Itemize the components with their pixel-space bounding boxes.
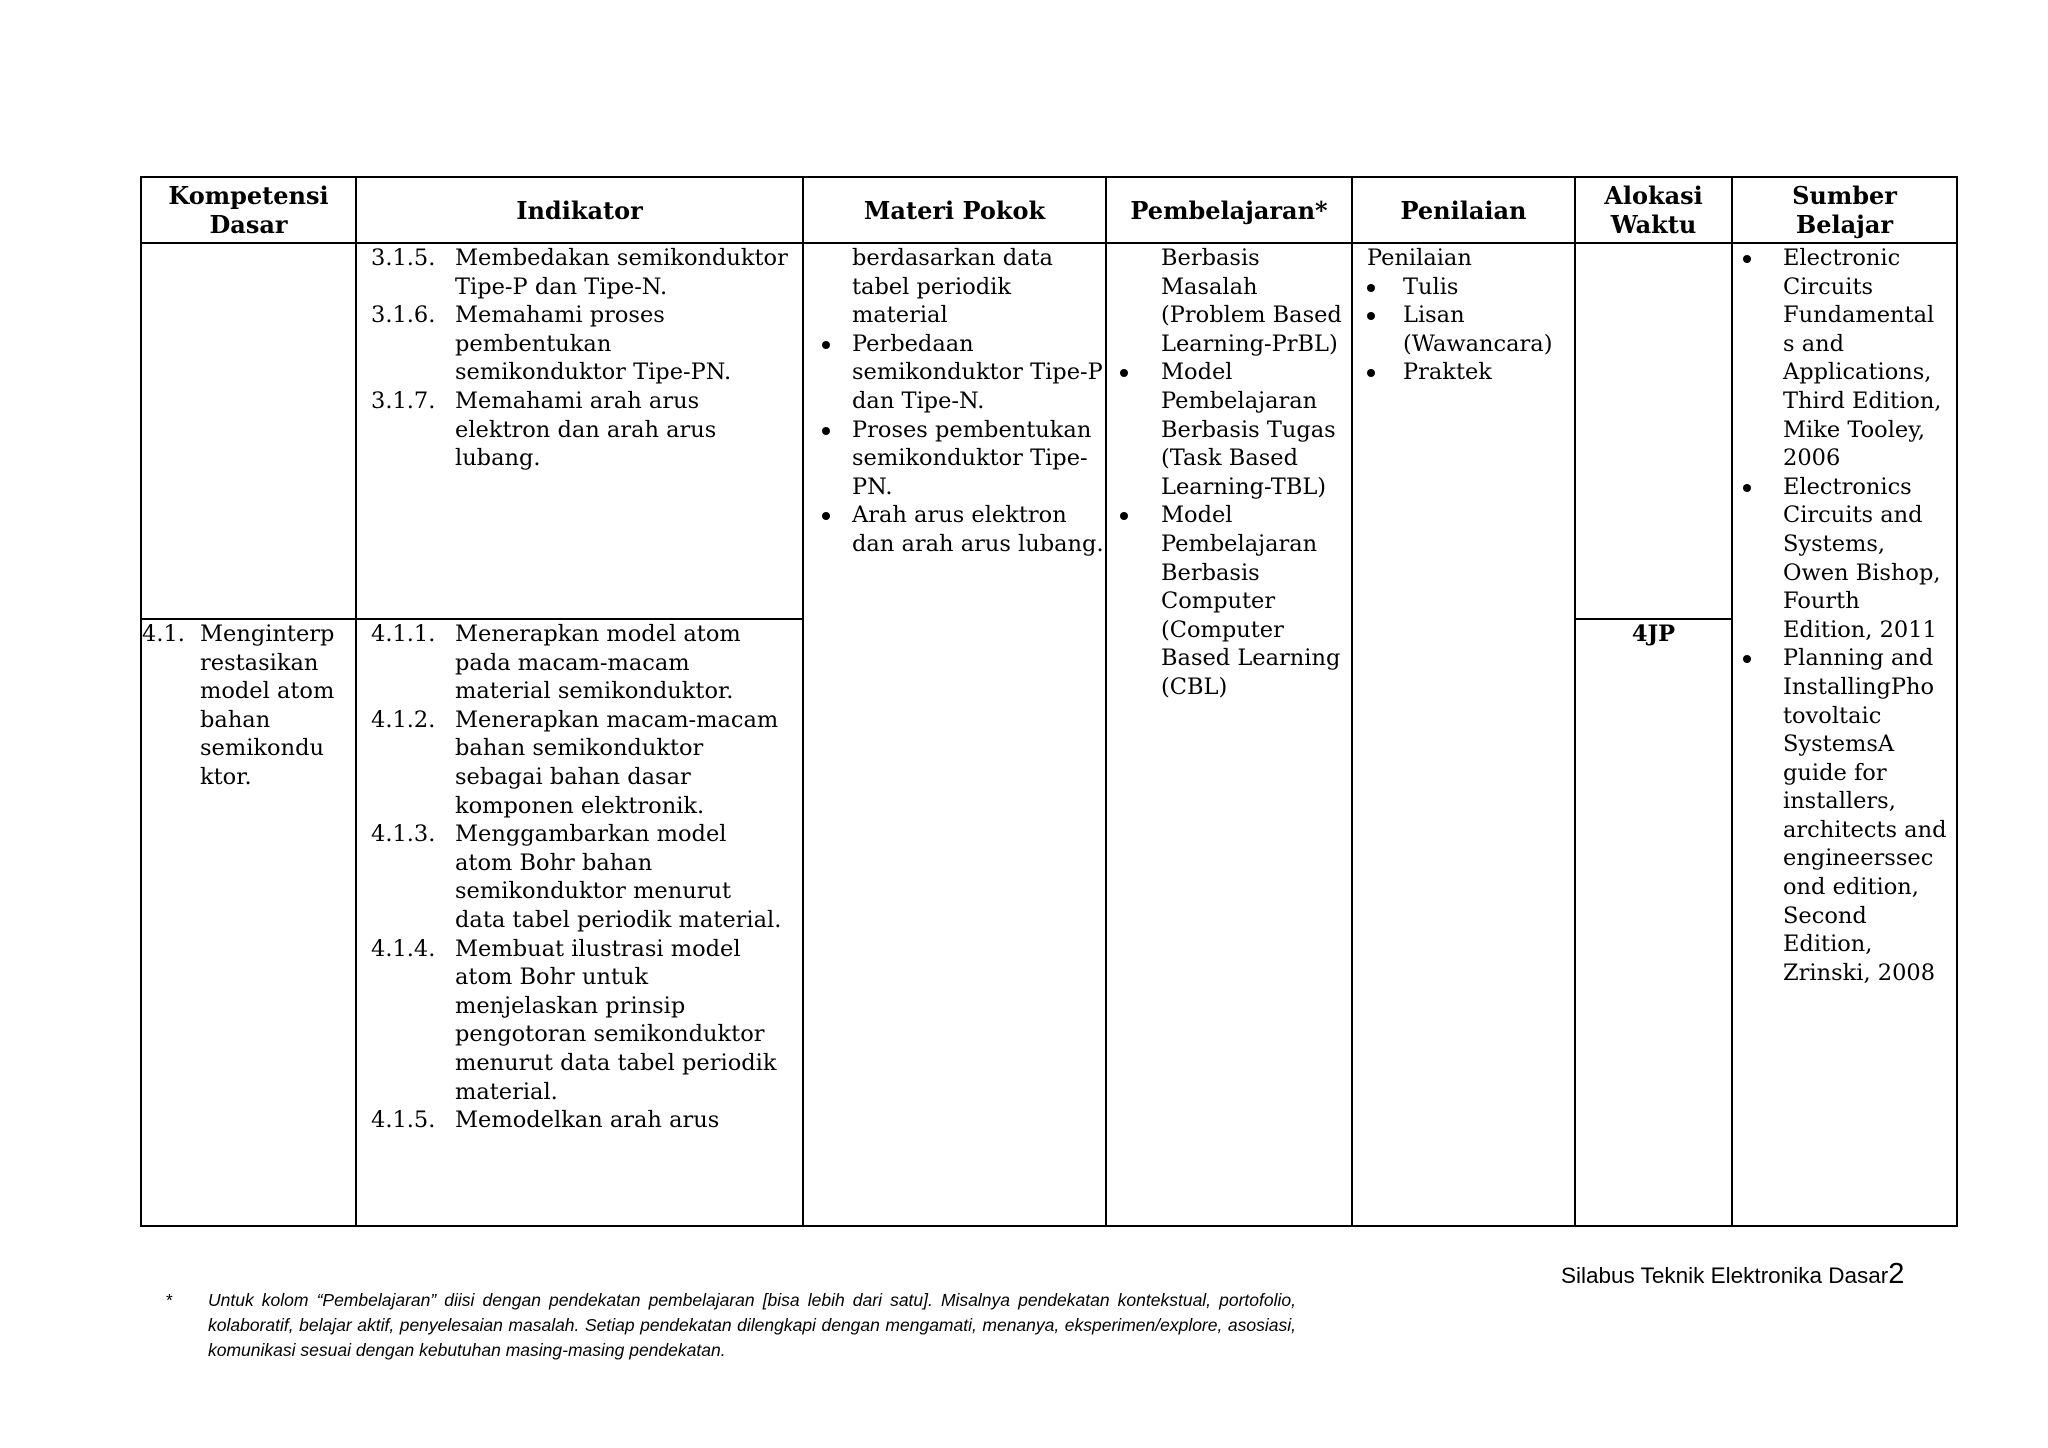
header-indikator: Indikator	[356, 177, 803, 243]
footnote-marker: *	[166, 1290, 173, 1310]
materi-item: Proses pembentukan semikonduktor Tipe-PN.	[804, 416, 1105, 502]
indikator-cell	[356, 243, 803, 619]
indikator-item: 4.1.4. Membuat ilustrasi model atom Bohr untuk menjelaskan prinsip pengotoran semikonduktor menurut data tabel periodik material.	[371, 935, 777, 1105]
materi-pokok-cell	[803, 243, 1106, 1226]
table-row	[141, 243, 1957, 619]
pembelajaran-item: Model Pembelajaran Berbasis Tugas (Task Based Learning-TBL)	[1107, 358, 1351, 501]
materi-list	[804, 330, 1105, 559]
indikator-cell	[356, 619, 803, 1226]
penilaian-item: Praktek	[1353, 358, 1574, 387]
alokasi-cell: 4JP	[1575, 619, 1732, 1226]
kompetensi-cell	[141, 619, 356, 1226]
alokasi-cell-empty	[1575, 243, 1732, 619]
kompetensi-number: 4.1.	[142, 621, 185, 647]
sumber-belajar-cell	[1732, 243, 1957, 1226]
header-kompetensi-dasar: Kompetensi Dasar	[141, 177, 356, 243]
header-pembelajaran: Pembelajaran*	[1106, 177, 1352, 243]
indikator-item: 4.1.2. Menerapkan macam-macam bahan semikonduktor sebagai bahan dasar komponen elektronik.	[371, 706, 779, 819]
indikator-item: 4.1.3. Menggambarkan model atom Bohr bahan semikonduktor menurut data tabel periodik material.	[371, 821, 782, 933]
footnote	[166, 1288, 1296, 1363]
indikator-item: 3.1.7. Memahami arah arus elektron dan arah arus lubang.	[371, 387, 717, 472]
indikator-item: 3.1.5. Membedakan semikonduktor Tipe-P dan Tipe-N.	[371, 245, 788, 300]
penilaian-lead: Penilaian	[1367, 245, 1472, 271]
page-number: 2	[1888, 1258, 1905, 1290]
penilaian-item: Tulis	[1353, 273, 1574, 302]
penilaian-list	[1353, 273, 1574, 387]
pembelajaran-list	[1107, 358, 1351, 701]
materi-item: Perbedaan semikonduktor Tipe-P dan Tipe-N.	[804, 330, 1105, 416]
sumber-item: Electronics Circuits and Systems, Owen Bishop, Fourth Edition, 2011	[1733, 473, 1956, 645]
indikator-item: 4.1.1. Menerapkan model atom pada macam-macam material semikonduktor.	[371, 621, 741, 705]
penilaian-cell	[1352, 243, 1575, 1226]
indikator-list	[357, 244, 802, 473]
pembelajaran-item: Model Pembelajaran Berbasis Computer (Computer Based Learning (CBL)	[1107, 501, 1351, 701]
penilaian-item: Lisan (Wawancara)	[1353, 301, 1574, 358]
header-sumber-belajar: Sumber Belajar	[1732, 177, 1957, 243]
syllabus-table	[140, 176, 1958, 1227]
page-footer	[1561, 1258, 1904, 1291]
kompetensi-text: Menginterp restasikan model atom bahan semikondu ktor.	[200, 621, 335, 790]
footer-label: Silabus Teknik Elektronika Dasar	[1561, 1263, 1889, 1288]
materi-lead: berdasarkan data tabel periodik material	[852, 245, 1053, 329]
materi-item: Arah arus elektron dan arah arus lubang.	[804, 501, 1105, 558]
header-alokasi-waktu: Alokasi Waktu	[1575, 177, 1732, 243]
sumber-list	[1733, 244, 1956, 987]
indikator-item: 4.1.5. Memodelkan arah arus	[371, 1107, 720, 1134]
indikator-list	[357, 620, 802, 1135]
pembelajaran-lead: Berbasis Masalah (Problem Based Learning-PrBL)	[1161, 245, 1342, 357]
pembelajaran-cell	[1106, 243, 1352, 1226]
sumber-item: Planning and InstallingPho tovoltaic SystemsA guide for installers, architects and engineerssec ond edition, Second Edition, Zrinski, 2008	[1733, 644, 1956, 987]
footnote-text: Untuk kolom “Pembelajaran” diisi dengan pendekatan pembelajaran [bisa lebih dari satu]. Misalnya pendekatan kontekstual, portofolio, kolaboratif, belajar aktif, penyelesaian masalah. Setiap pendekatan dilengkapi dengan mengamati, menanya, eksperimen/explore, asosiasi, komunikasi sesuai dengan kebutuhan masing-masing pendekatan.	[208, 1290, 1296, 1360]
header-penilaian: Penilaian	[1352, 177, 1575, 243]
kompetensi-cell-empty	[141, 243, 356, 619]
sumber-item: Electronic Circuits Fundamental s and Applications, Third Edition, Mike Tooley, 2006	[1733, 244, 1956, 473]
indikator-item: 3.1.6. Memahami proses pembentukan semikonduktor Tipe-PN.	[371, 302, 732, 386]
header-materi-pokok: Materi Pokok	[803, 177, 1106, 243]
header-row	[141, 177, 1957, 243]
